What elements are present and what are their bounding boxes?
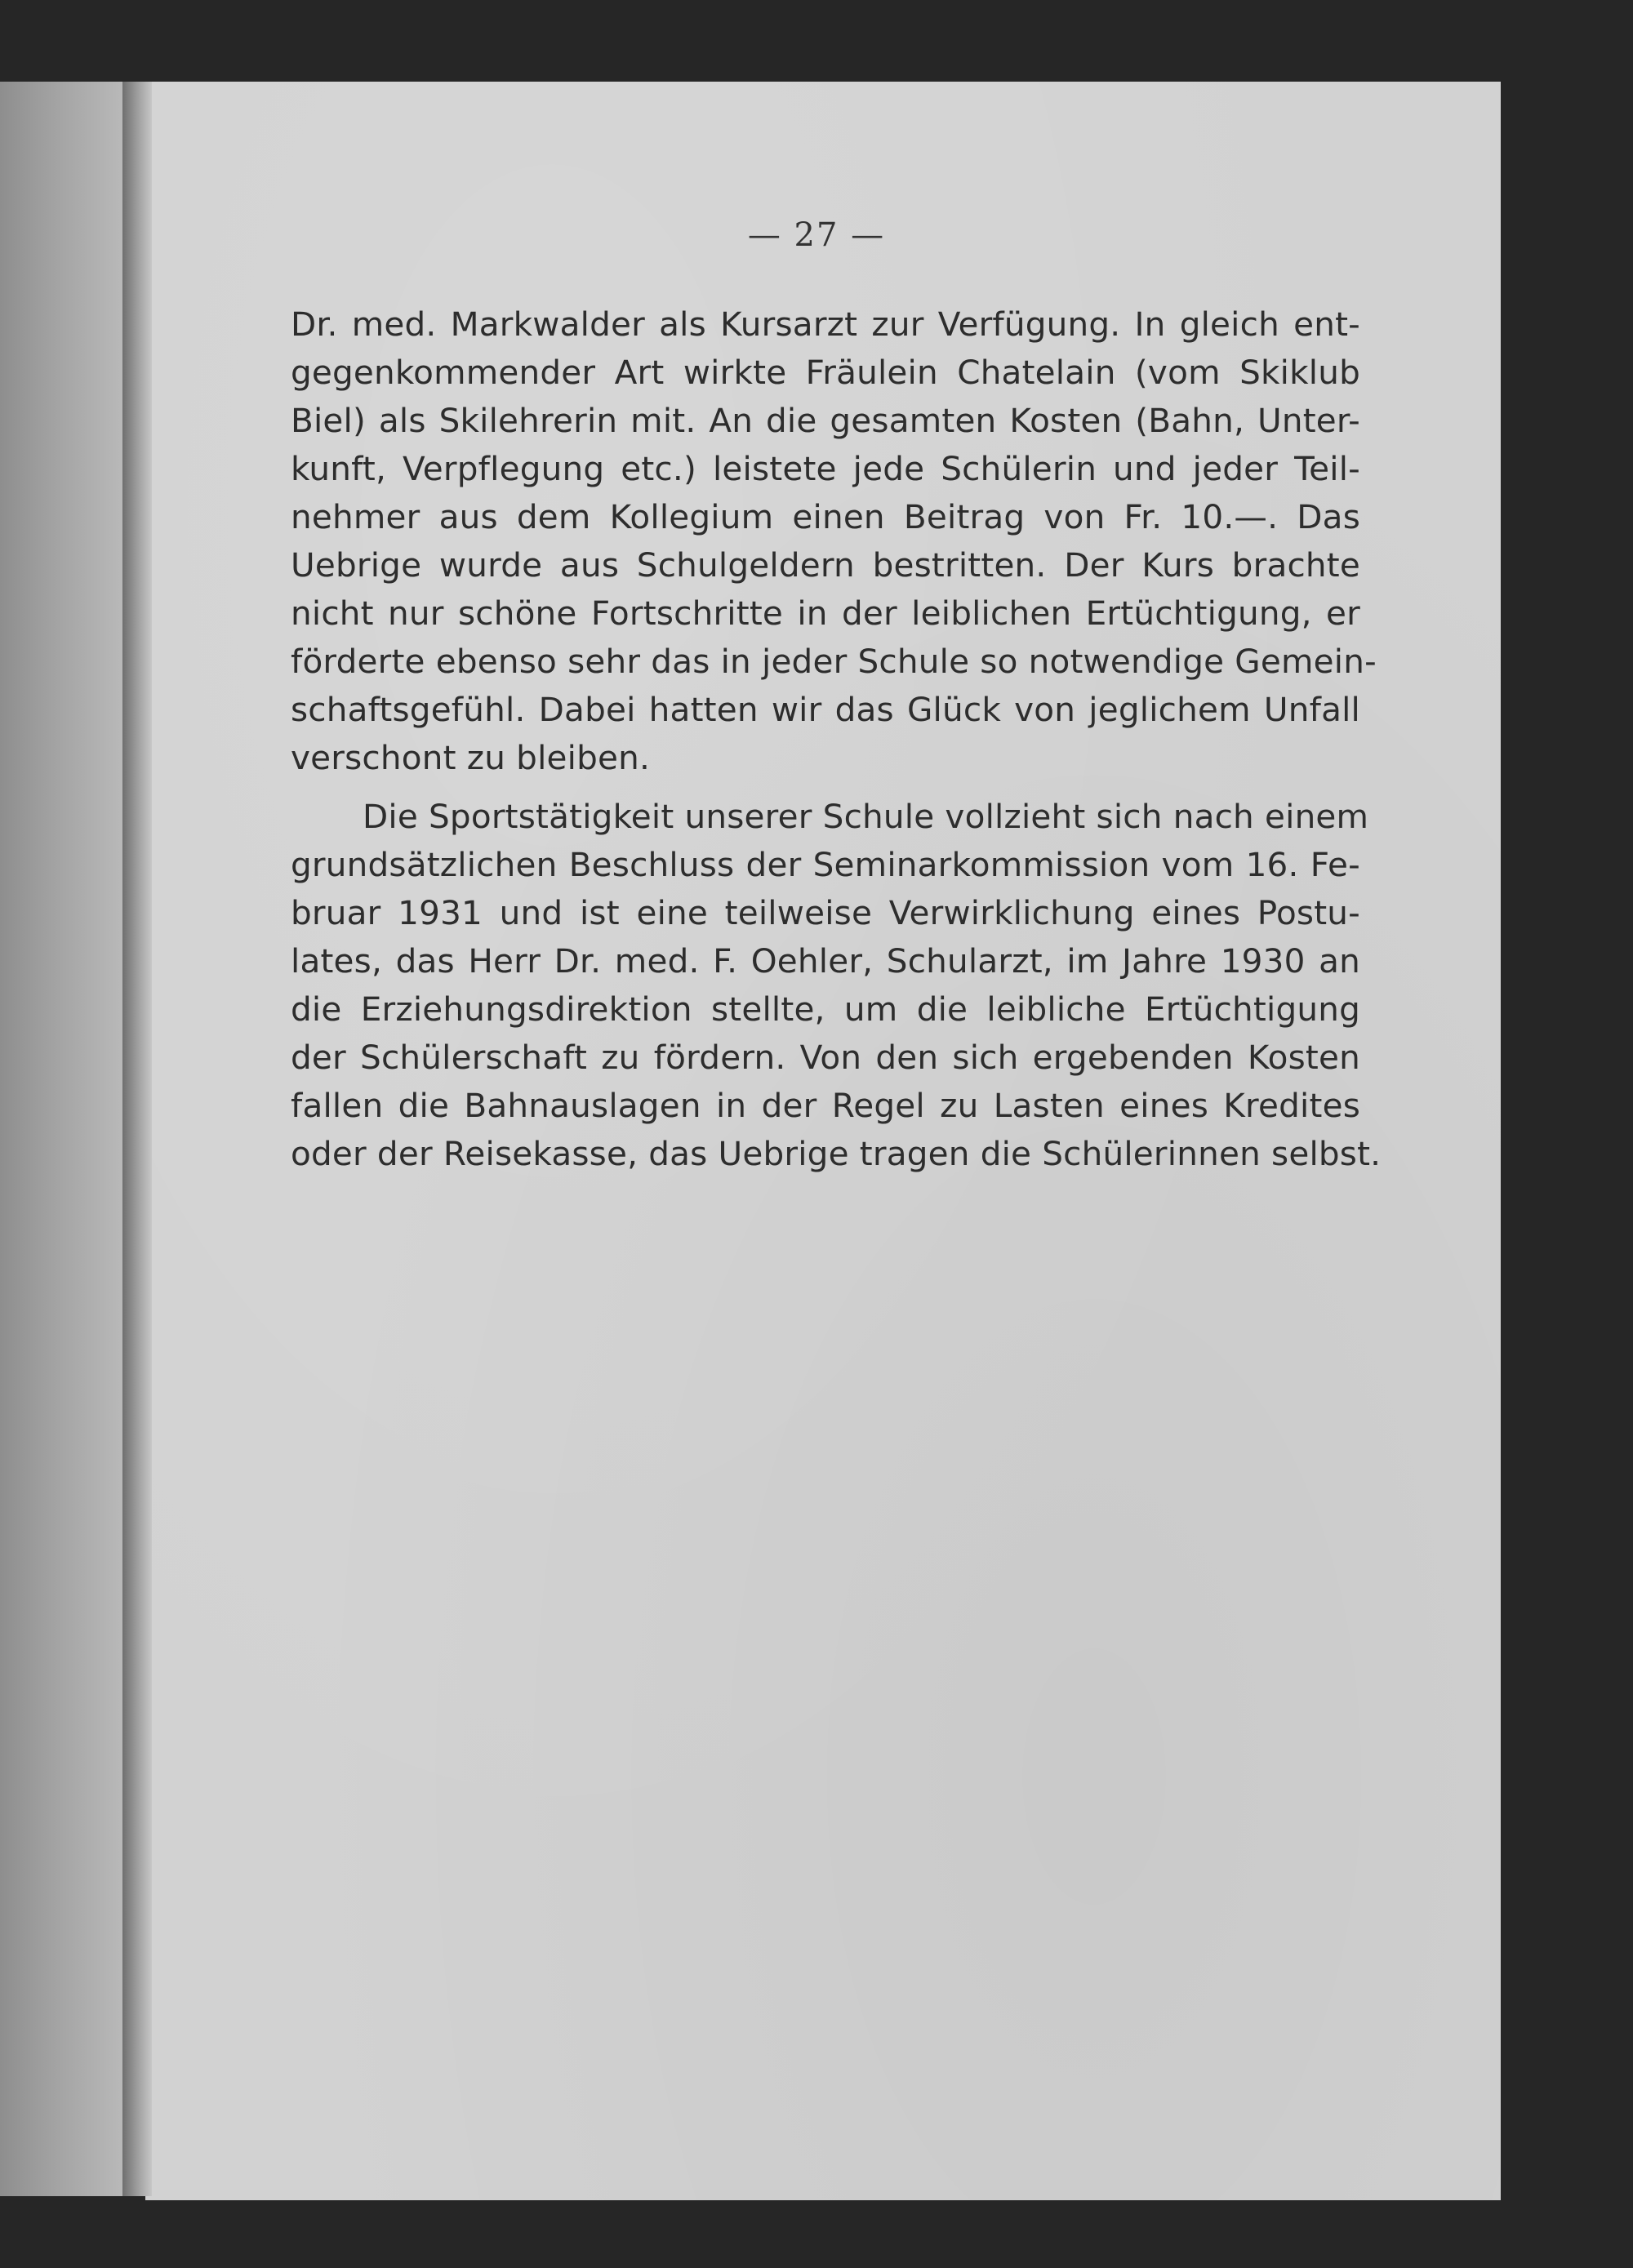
- text-line: grundsätzlichen Beschluss der Seminarkommission vom 16. Fe-: [291, 845, 1360, 884]
- text-line: kunft, Verpflegung etc.) leistete jede Schülerin und jeder Teil-: [291, 449, 1360, 488]
- paragraph-2: [291, 793, 1382, 1178]
- text-line: fallen die Bahnauslagen in der Regel zu Lasten eines Kredites: [291, 1086, 1360, 1125]
- text-line: Dr. med. Markwalder als Kursarzt zur Verfügung. In gleich ent-: [291, 305, 1360, 344]
- text-line: Biel) als Skilehrerin mit. An die gesamten Kosten (Bahn, Unter-: [291, 401, 1360, 440]
- text-line: oder der Reisekasse, das Uebrige tragen die Schülerinnen selbst.: [291, 1134, 1382, 1173]
- paragraph-1: [291, 300, 1377, 782]
- page-number: — 27 —: [747, 216, 886, 254]
- text-line: der Schülerschaft zu fördern. Von den sich ergebenden Kosten: [291, 1038, 1360, 1077]
- text-line: förderte ebenso sehr das in jeder Schule so notwendige Gemein-: [291, 642, 1377, 681]
- text-line: bruar 1931 und ist eine teilweise Verwirklichung eines Postu-: [291, 893, 1360, 932]
- text-line: lates, das Herr Dr. med. F. Oehler, Schularzt, im Jahre 1930 an: [291, 941, 1360, 981]
- text-line: nicht nur schöne Fortschritte in der leiblichen Ertüchtigung, er: [291, 594, 1360, 633]
- text-line: verschont zu bleiben.: [291, 738, 651, 777]
- text-line: Uebrige wurde aus Schulgeldern bestritten. Der Kurs brachte: [291, 545, 1360, 585]
- book-gutter: [122, 82, 152, 2196]
- text-line: gegenkommender Art wirkte Fräulein Chatelain (vom Skiklub: [291, 353, 1360, 392]
- text-line: Die Sportstätigkeit unserer Schule vollzieht sich nach einem: [363, 797, 1369, 836]
- text-line: die Erziehungsdirektion stellte, um die leibliche Ertüchtigung: [291, 989, 1360, 1029]
- text-line: schaftsgefühl. Dabei hatten wir das Glück von jeglichem Unfall: [291, 690, 1360, 729]
- text-line: nehmer aus dem Kollegium einen Beitrag von Fr. 10.—. Das: [291, 497, 1360, 536]
- paragraph-gap: [291, 782, 1360, 793]
- body-text: [291, 300, 1382, 1178]
